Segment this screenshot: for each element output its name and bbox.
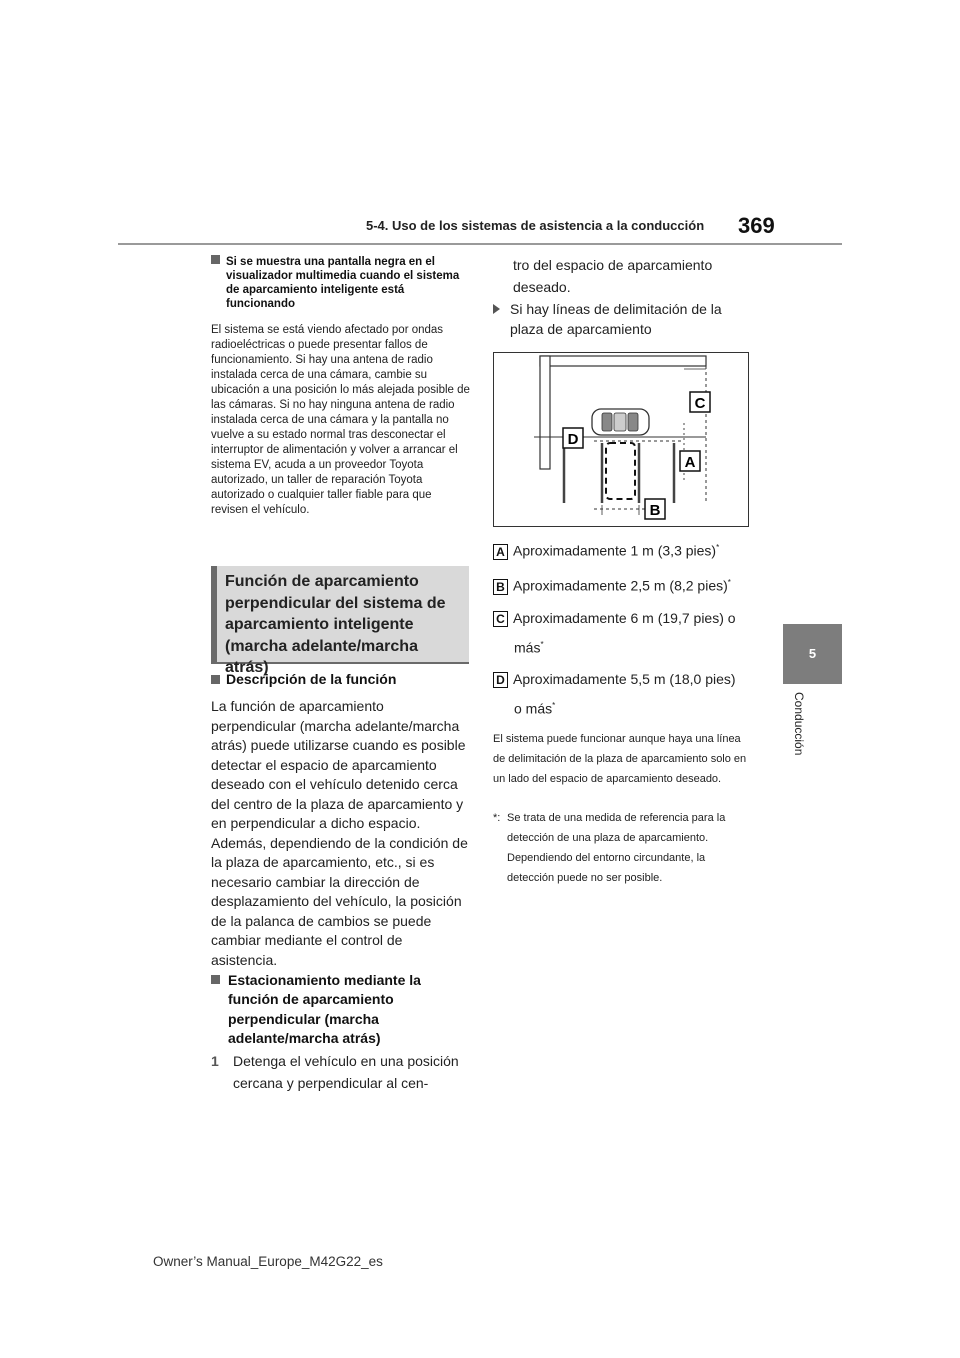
diagram-label-c — [690, 392, 710, 412]
wall-left — [540, 356, 550, 469]
parking-diagram-svg — [494, 353, 748, 526]
footnote-text: Se trata de una medida de referencia para la detección de una plaza de aparcamiento. Dependiendo del entorno circundante, la detección puede no ser posible. — [507, 812, 726, 884]
footer-manual-id: Owner’s Manual_Europe_M42G22_es — [153, 1254, 383, 1269]
square-bullet-icon — [211, 255, 220, 264]
legend-text: Aproximadamente 2,5 m (8,2 pies) — [513, 577, 728, 594]
subheading-description-text: Descripción de la función — [226, 671, 397, 687]
description-paragraph: La función de aparcamiento perpendicular (marcha adelante/marcha atrás) puede utilizarse cuando es posible detectar el espacio de aparcamiento deseado con el vehículo detenido cerca del centro de la plaza de aparcamiento y en perpendicular a dicho espacio. Además, dependiendo de la condición de la plaza de aparcamiento, etc., si es necesario cambiar la dirección de desplazamiento del vehículo, la posición de la palanca de cambios se puede cambiar mediante el control de asistencia. — [211, 698, 468, 968]
subheading-parking — [211, 970, 471, 1049]
legend-c — [493, 608, 755, 658]
legend-a — [493, 538, 755, 561]
bullet-boundary-lines — [493, 300, 753, 339]
page-number: 369 — [738, 213, 775, 238]
legend-letter: B — [493, 579, 508, 595]
car-icon — [592, 409, 649, 435]
note-heading — [211, 254, 469, 311]
svg-text:B: B — [649, 502, 661, 519]
parking-diagram — [493, 352, 749, 527]
square-bullet-icon — [211, 975, 220, 984]
step-text: Detenga el vehículo en una posición cercana y perpendicular al cen- — [233, 1053, 459, 1091]
square-bullet-icon — [211, 675, 220, 684]
subheading-parking-text: Estacionamiento mediante la función de aparcamiento perpendicular (marcha adelante/marcha atrás) — [228, 971, 421, 1046]
asterisk-mark: * — [716, 543, 720, 552]
legend-text: Aproximadamente 5,5 m (18,0 pies) — [513, 671, 736, 687]
legend-text-cont: o más — [514, 700, 553, 717]
chapter-side-label: Conducción — [792, 692, 806, 756]
step-1 — [211, 1050, 476, 1094]
step-text-continued: tro del espacio de aparcamiento deseado. — [513, 257, 713, 295]
legend-letter: D — [493, 672, 508, 688]
legend-text: Aproximadamente 1 m (3,3 pies) — [513, 542, 717, 559]
diagram-label-b — [645, 499, 665, 519]
asterisk-mark: * — [552, 701, 556, 710]
bullet-text: Si hay líneas de delimitación de la plaza de aparcamiento — [510, 301, 722, 337]
diagram-label-a — [680, 451, 700, 471]
legend-text: Aproximadamente 6 m (19,7 pies) o — [513, 610, 736, 626]
svg-text:D: D — [567, 431, 579, 448]
wall-top — [540, 356, 706, 366]
note-body: El sistema se está viendo afectado por ondas radioeléctricas o puede presentar fallos de funcionamiento. Si hay una antena de radio instalada cerca de una cámara, cambie su ubicación a una posición lo más alejada posible de las cámaras. Si no hay ninguna antena de radio instalada cerca de una cámara y la pantalla no vuelve a su estado normal tras desconectar el interruptor de alimentación y volver a arrancar el sistema EV, acuda a un proveedor Toyota autorizado, un taller de reparación Toyota autorizado o cualquier taller fiable para que revisen el vehículo. — [211, 324, 470, 516]
asterisk-mark: * — [727, 578, 731, 587]
chapter-tab: 5 — [783, 624, 842, 684]
svg-text:C: C — [694, 395, 706, 412]
legend-d — [493, 669, 755, 719]
small-note: El sistema puede funcionar aunque haya una línea de delimitación de la plaza de aparcamiento solo en un lado del espacio de aparcamiento deseado. — [493, 733, 747, 785]
legend-b — [493, 573, 755, 596]
section-title: Función de aparcamiento perpendicular del sistema de aparcamiento inteligente (marcha adelante/marcha atrás) — [225, 573, 446, 676]
legend-letter: A — [493, 544, 508, 560]
svg-text:A: A — [684, 454, 696, 471]
diagram-label-d — [563, 428, 583, 448]
header-divider — [118, 243, 842, 245]
triangle-bullet-icon — [493, 304, 500, 314]
footnote — [493, 808, 755, 888]
subheading-description — [211, 671, 471, 687]
legend-text-cont: más — [514, 639, 541, 656]
section-header-title: 5-4. Uso de los sistemas de asistencia a la conducción — [366, 218, 705, 233]
asterisk-mark: * — [540, 640, 544, 649]
note-heading-text: Si se muestra una pantalla negra en el visualizador multimedia cuando el sistema de aparcamiento inteligente está funcionando — [226, 256, 460, 310]
target-parking-space — [606, 443, 635, 499]
legend-letter: C — [493, 611, 508, 627]
step-number: 1 — [211, 1053, 219, 1069]
footnote-marker: *: — [493, 812, 501, 824]
